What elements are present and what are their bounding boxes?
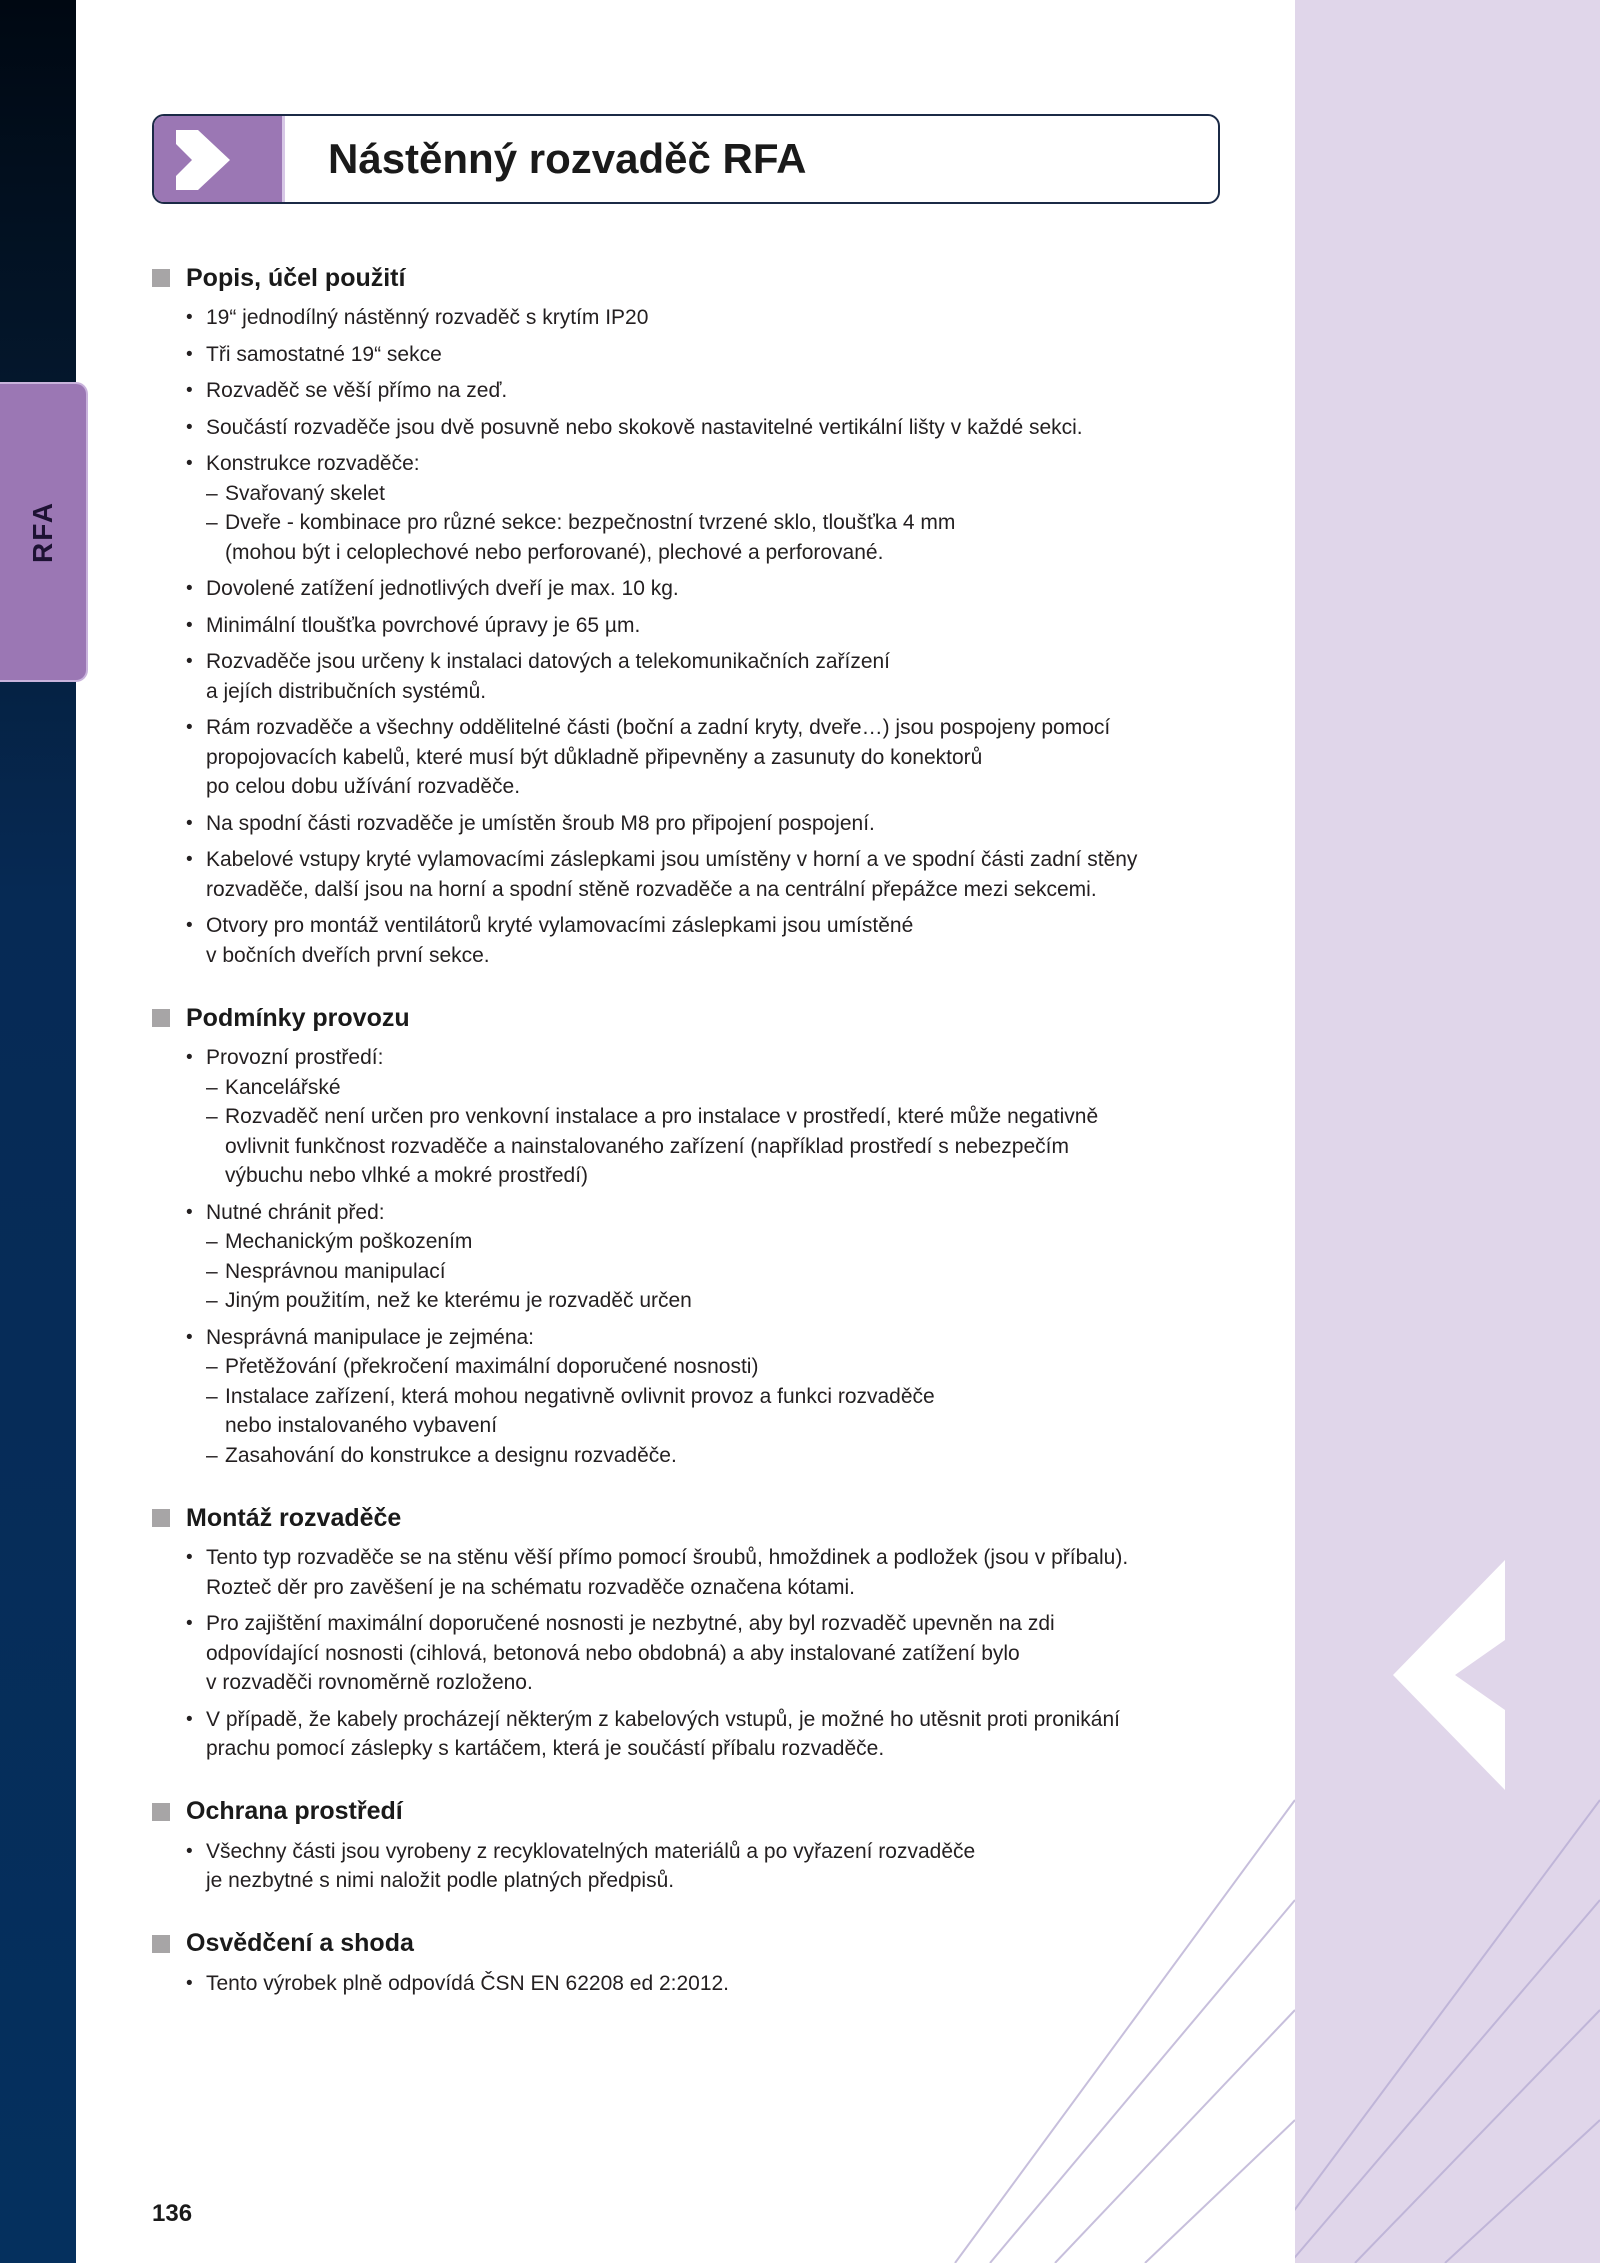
square-bullet-icon: [152, 269, 170, 287]
square-bullet-icon: [152, 1803, 170, 1821]
list-item-text: prachu pomocí záslepky s kartáčem, která je součástí příbalu rozvaděče.: [206, 1737, 885, 1760]
list-item-text: • Tento typ rozvaděče se na stěnu věší přímo pomocí šroubů, hmoždinek a podložek (jsou v příbalu).: [206, 1546, 1129, 1569]
list-item-text: • Provozní prostředí:: [206, 1046, 384, 1069]
list-item-text: rozvaděče, další jsou na horní a spodní stěně rozvaděče a na centrální přepážce mezi sekcemi.: [206, 877, 1097, 901]
sub-list-item: [206, 1102, 1232, 1191]
list-item-text: Rozteč děr pro zavěšení je na schématu rozvaděče označena kótami.: [206, 1575, 856, 1599]
list-item-text: • Tento výrobek plně odpovídá ČSN EN 62208 ed 2:2012.: [206, 1971, 730, 1995]
sub-list-item: [206, 1227, 1232, 1257]
list-item-text: • Všechny části jsou vyrobeny z recyklovatelných materiálů a po vyřazení rozvaděče: [206, 1839, 976, 1863]
bullet-list: [152, 303, 1232, 970]
list-item: [186, 1323, 1232, 1471]
sub-list-item: [206, 1352, 1232, 1382]
section: [152, 1926, 1232, 1999]
list-item-text: • Rozvaděč se věší přímo na zeď.: [206, 379, 508, 402]
list-item-text: • Konstrukce rozvaděče:: [206, 452, 420, 475]
list-item-text: v rozvaděči rovnoměrně rozloženo.: [206, 1671, 533, 1694]
sub-list-item-text: (mohou být i celoplechové nebo perforované), plechové a perforované.: [225, 540, 884, 564]
list-item: [186, 303, 1232, 333]
sub-list-item-text: – Svařovaný skelet: [225, 481, 385, 505]
deco-line-main-4: [1145, 2120, 1295, 2263]
list-item-text: • Rozvaděče jsou určeny k instalaci datových a telekomunikačních zařízení: [206, 650, 891, 673]
page-number: 136: [152, 2200, 193, 2227]
list-item: [186, 1705, 1232, 1764]
sub-list-item-text: – Přetěžování (překročení maximální doporučené nosnosti): [225, 1355, 759, 1378]
sub-list-item: [206, 1441, 1232, 1471]
bullet-list: [152, 1969, 1232, 1999]
sub-list-item: [206, 1382, 1232, 1441]
section-heading: [152, 1794, 1232, 1830]
sub-list-item: [206, 1257, 1232, 1287]
right-decor-panel: [1295, 0, 1600, 2263]
sub-list-item-text: – Mechanickým poškozením: [225, 1230, 473, 1253]
list-item-text: a jejích distribučních systémů.: [206, 679, 487, 703]
sub-list-item: [206, 1073, 1232, 1103]
list-item-text: • Na spodní části rozvaděče je umístěn šroub M8 pro připojení pospojení.: [206, 811, 875, 835]
sub-list-item-text: nebo instalovaného vybavení: [225, 1414, 498, 1437]
list-item-text: • Součástí rozvaděče jsou dvě posuvně nebo skokově nastavitelné vertikální lišty v každé sekci.: [206, 415, 1083, 439]
sub-list-item: [206, 479, 1232, 509]
list-item-text: propojovacích kabelů, které musí být důkladně připevněny a zasunuty do konektorů: [206, 745, 983, 769]
bullet-list: [152, 1043, 1232, 1470]
deco-line-3: [1355, 2010, 1600, 2263]
section-heading-text: Podmínky provozu: [186, 1003, 410, 1032]
section-heading: [152, 1500, 1232, 1536]
square-bullet-icon: [152, 1009, 170, 1027]
deco-line-main-3: [1055, 2010, 1295, 2263]
list-item-text: v bočních dveřích první sekce.: [206, 943, 490, 967]
sub-list-item-text: – Jiným použitím, než ke kterému je rozvaděč určen: [225, 1289, 692, 1312]
list-item-text: • V případě, že kabely procházejí některým z kabelových vstupů, je možné ho utěsnit proti pronikání: [206, 1707, 1120, 1731]
chevron-left-icon: [1393, 1560, 1505, 1790]
square-bullet-icon: [152, 1935, 170, 1953]
section-heading: [152, 1926, 1232, 1962]
title-banner: [152, 114, 1220, 204]
sub-list-item-text: ovlivnit funkčnost rozvaděče a nainstalovaného zařízení (například prostředí s nebezpečím: [225, 1134, 1069, 1158]
list-item: [186, 340, 1232, 370]
list-item-text: • Dovolené zatížení jednotlivých dveří je max. 10 kg.: [206, 577, 679, 600]
section-heading-text: Ochrana prostředí: [186, 1797, 403, 1825]
deco-line-1: [1295, 1800, 1600, 2263]
list-item: [186, 574, 1232, 604]
section-heading: [152, 260, 1232, 296]
section: [152, 1000, 1232, 1470]
bullet-list: [152, 1837, 1232, 1896]
sub-list-item-text: – Dveře - kombinace pro různé sekce: bezpečnostní tvrzené sklo, tloušťka 4 mm: [225, 511, 956, 534]
list-item-text: • Kabelové vstupy kryté vylamovacími záslepkami jsou umístěny v horní a ve spodní části zadní stěny: [206, 848, 1138, 871]
list-item-text: • 19“ jednodílný nástěnný rozvaděč s krytím IP20: [206, 306, 649, 329]
sub-list-item-text: – Rozvaděč není určen pro venkovní instalace a pro instalace v prostředí, které může negativně: [225, 1105, 1099, 1128]
list-item-text: • Otvory pro montáž ventilátorů kryté vylamovacími záslepkami jsou umístěné: [206, 914, 914, 937]
section: [152, 1794, 1232, 1896]
list-item: [186, 911, 1232, 970]
title-badge: [154, 116, 285, 202]
section-heading-text: Popis, účel použití: [186, 263, 406, 292]
list-item: [186, 611, 1232, 641]
decorative-lines-graphic: [1295, 0, 1600, 2263]
list-item: [186, 845, 1232, 904]
section: [152, 1500, 1232, 1764]
list-item: [186, 1043, 1232, 1191]
chevron-right-icon: [174, 130, 234, 190]
list-item-text: • Tři samostatné 19“ sekce: [206, 342, 442, 366]
list-item: [186, 1837, 1232, 1896]
section-heading: [152, 1000, 1232, 1036]
list-item-text: • Nutné chránit před:: [206, 1200, 385, 1224]
list-item: [186, 1198, 1232, 1316]
deco-line-4: [1445, 2120, 1600, 2263]
list-item-text: po celou dobu užívání rozvaděče.: [206, 775, 521, 798]
list-item: [186, 713, 1232, 802]
document-content: [152, 260, 1232, 2028]
list-item: [186, 376, 1232, 406]
list-item: [186, 1969, 1232, 1999]
list-item: [186, 809, 1232, 839]
page-title: Nástěnný rozvaděč RFA: [328, 135, 807, 182]
sub-list-item-text: – Instalace zařízení, která mohou negativně ovlivnit provoz a funkci rozvaděče: [225, 1384, 935, 1408]
sub-list-item: [206, 1286, 1232, 1316]
list-item: [186, 413, 1232, 443]
sub-list-item-text: výbuchu nebo vlhké a mokré prostředí): [225, 1164, 589, 1187]
list-item-text: • Nesprávná manipulace je zejména:: [206, 1325, 535, 1349]
list-item: [186, 1609, 1232, 1698]
list-item: [186, 449, 1232, 567]
square-bullet-icon: [152, 1509, 170, 1527]
section: [152, 260, 1232, 970]
side-tab-label: RFA: [27, 501, 58, 563]
list-item-text: • Pro zajištění maximální doporučené nosnosti je nezbytné, aby byl rozvaděč upevněn na zdi: [206, 1612, 1055, 1635]
list-item: [186, 647, 1232, 706]
sub-list-item-text: – Zasahování do konstrukce a designu rozvaděče.: [225, 1443, 677, 1467]
section-heading-text: Osvědčení a shoda: [186, 1929, 414, 1957]
list-item-text: • Rám rozvaděče a všechny oddělitelné části (boční a zadní kryty, dveře…) jsou pospojeny pomocí: [206, 716, 1111, 739]
sub-list-item-text: – Kancelářské: [225, 1075, 341, 1099]
list-item-text: • Minimální tloušťka povrchové úpravy je 65 µm.: [206, 613, 641, 637]
sub-list-item: [206, 508, 1232, 567]
bullet-list: [152, 1543, 1232, 1764]
list-item: [186, 1543, 1232, 1602]
list-item-text: je nezbytné s nimi naložit podle platných předpisů.: [206, 1869, 675, 1892]
deco-line-2: [1295, 1900, 1600, 2263]
sub-list-item-text: – Nesprávnou manipulací: [225, 1259, 446, 1283]
list-item-text: odpovídající nosnosti (cihlová, betonová nebo obdobná) a aby instalované zatížení bylo: [206, 1641, 1020, 1665]
section-heading-text: Montáž rozvaděče: [186, 1503, 402, 1532]
